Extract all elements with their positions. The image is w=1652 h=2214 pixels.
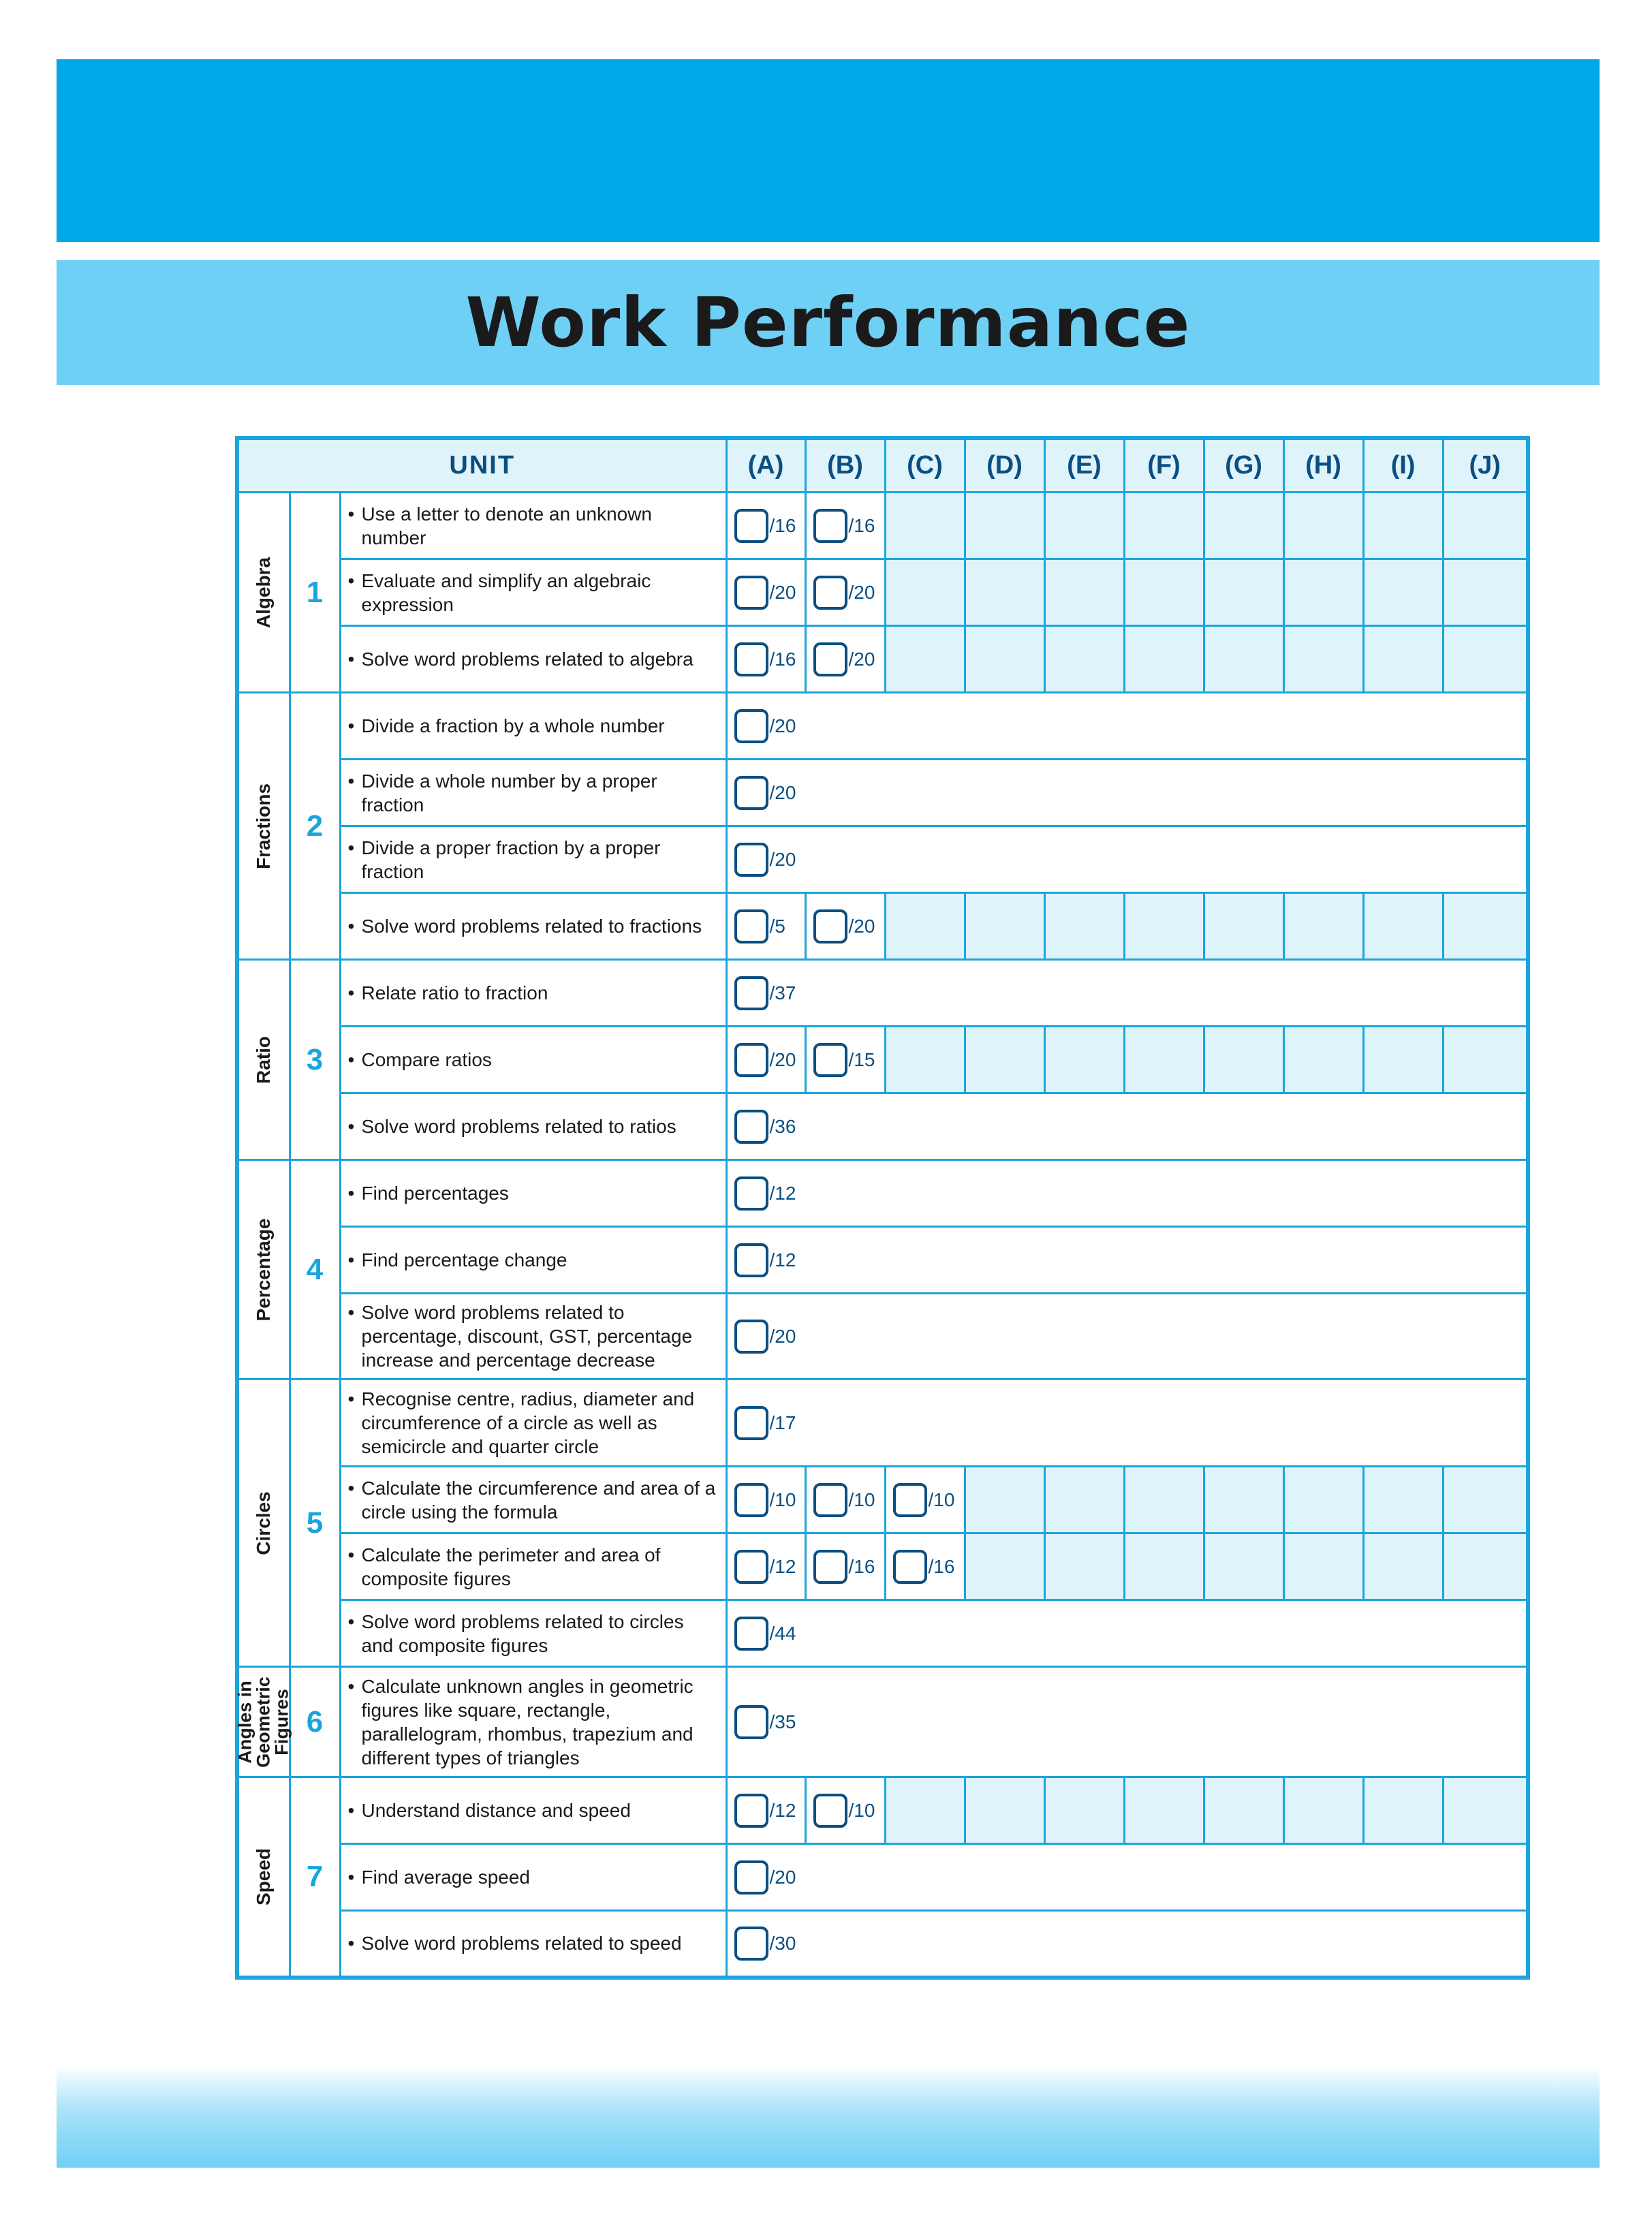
score-max: /20 (769, 581, 796, 603)
empty-score-cell[interactable] (965, 893, 1044, 960)
score-cell (885, 1467, 965, 1533)
score-input-box[interactable] (734, 1860, 768, 1895)
score-input-box[interactable] (734, 1617, 768, 1651)
table-row (237, 1667, 1528, 1777)
bullet-icon: • (347, 1388, 355, 1409)
title-banner (57, 260, 1600, 385)
column-header-c: (C) (885, 438, 965, 493)
bullet-icon: • (347, 1116, 355, 1137)
empty-score-cell[interactable] (1283, 893, 1363, 960)
score-max: /16 (769, 514, 796, 536)
empty-score-cell[interactable] (1283, 1467, 1363, 1533)
bullet-icon: • (347, 715, 355, 736)
table-row (237, 826, 1528, 893)
objective-cell (340, 1294, 726, 1379)
empty-score-cell[interactable] (1124, 493, 1204, 559)
empty-score-cell[interactable] (1363, 1027, 1443, 1093)
score-input-box[interactable] (813, 642, 847, 676)
objective-text: Calculate the circumference and area of a circle using the formula (361, 1477, 716, 1523)
score-cell (805, 493, 885, 559)
bottom-banner (57, 2065, 1600, 2168)
empty-score-cell[interactable] (1363, 559, 1443, 626)
objective-cell (340, 1844, 726, 1911)
unit-number: 1 (290, 493, 340, 693)
bullet-icon: • (347, 1610, 355, 1632)
table-row (237, 1600, 1528, 1667)
bullet-icon: • (347, 503, 355, 525)
objective-text: Calculate the perimeter and area of composite figures (361, 1544, 661, 1589)
table-row (237, 960, 1528, 1027)
score-cell (805, 1027, 885, 1093)
score-input-box[interactable] (734, 1927, 768, 1961)
objective-cell (340, 1379, 726, 1467)
topic-label: Circles (253, 1491, 275, 1555)
empty-score-cell[interactable] (1204, 493, 1283, 559)
empty-score-cell[interactable] (1363, 1533, 1443, 1600)
column-header-f: (F) (1124, 438, 1204, 493)
table-row (237, 559, 1528, 626)
bullet-icon: • (347, 570, 355, 591)
bullet-icon: • (347, 1933, 355, 1954)
table-row (237, 493, 1528, 559)
empty-score-cell[interactable] (1204, 893, 1283, 960)
bullet-icon: • (347, 1800, 355, 1821)
objective-cell (340, 1093, 726, 1160)
empty-score-cell[interactable] (1443, 1027, 1528, 1093)
empty-score-cell[interactable] (1044, 1467, 1124, 1533)
empty-score-cell[interactable] (885, 1777, 965, 1844)
objective-cell (340, 693, 726, 760)
score-cell (726, 893, 805, 960)
score-max: /36 (769, 1115, 796, 1137)
objective-cell (340, 760, 726, 826)
empty-score-cell[interactable] (1363, 893, 1443, 960)
empty-score-cell[interactable] (1363, 1777, 1443, 1844)
bullet-icon: • (347, 982, 355, 1003)
empty-score-cell[interactable] (1044, 893, 1124, 960)
score-input-box[interactable] (734, 509, 768, 543)
score-input-box[interactable] (734, 576, 768, 610)
topic-cell (237, 493, 290, 693)
score-max: /20 (848, 915, 875, 937)
score-max: /20 (769, 715, 796, 736)
unit-number: 4 (290, 1160, 340, 1379)
topic-label: Angles in Geometric Figures (234, 1676, 292, 1768)
score-input-box[interactable] (734, 709, 768, 743)
objective-cell (340, 1667, 726, 1777)
score-input-box[interactable] (813, 1550, 847, 1584)
score-max: /10 (928, 1488, 955, 1510)
score-max: /12 (769, 1799, 796, 1821)
objective-text: Evaluate and simplify an algebraic expression (361, 570, 651, 615)
objective-cell (340, 1160, 726, 1227)
empty-score-cell[interactable] (1044, 1027, 1124, 1093)
topic-cell (237, 1160, 290, 1379)
objective-text: Divide a whole number by a proper fraction (361, 770, 657, 815)
score-cell (726, 1027, 805, 1093)
score-max: /10 (848, 1488, 875, 1510)
score-input-box[interactable] (813, 1043, 847, 1077)
unit-header: UNIT (237, 438, 726, 493)
topic-cell (237, 693, 290, 960)
empty-score-cell[interactable] (1443, 1533, 1528, 1600)
empty-score-cell[interactable] (1124, 559, 1204, 626)
empty-score-cell[interactable] (965, 493, 1044, 559)
objective-cell (340, 1533, 726, 1600)
score-input-box[interactable] (734, 1043, 768, 1077)
objective-text: Divide a proper fraction by a proper fraction (361, 837, 661, 882)
score-max: /16 (848, 1555, 875, 1577)
table-row (237, 1160, 1528, 1227)
table-row (237, 760, 1528, 826)
objective-cell (340, 493, 726, 559)
score-input-box[interactable] (813, 909, 847, 944)
column-header-g: (G) (1204, 438, 1283, 493)
table-row (237, 1844, 1528, 1911)
score-max: /20 (769, 848, 796, 870)
empty-score-cell[interactable] (1443, 1777, 1528, 1844)
score-cell (726, 960, 1528, 1027)
topic-label: Percentage (253, 1218, 275, 1321)
header-row (237, 438, 1528, 493)
empty-score-cell[interactable] (965, 1027, 1044, 1093)
score-max: /20 (848, 581, 875, 603)
empty-score-cell[interactable] (1283, 493, 1363, 559)
score-max: /30 (769, 1932, 796, 1954)
score-input-box[interactable] (893, 1550, 927, 1584)
score-input-box[interactable] (734, 1110, 768, 1144)
score-cell (726, 1093, 1528, 1160)
table-row (237, 1467, 1528, 1533)
table-row (237, 1379, 1528, 1467)
score-cell (805, 1777, 885, 1844)
score-max: /12 (769, 1182, 796, 1204)
objective-text: Recognise centre, radius, diameter and circumference of a circle as well as semicircle and quarter circle (361, 1388, 695, 1457)
performance-table (235, 436, 1530, 1980)
empty-score-cell[interactable] (965, 1777, 1044, 1844)
bullet-icon: • (347, 916, 355, 937)
objective-text: Find percentage change (361, 1249, 567, 1270)
objective-cell (340, 826, 726, 893)
score-cell (726, 1294, 1528, 1379)
score-max: /12 (769, 1555, 796, 1577)
table-row (237, 893, 1528, 960)
empty-score-cell[interactable] (1124, 1467, 1204, 1533)
table-row (237, 1911, 1528, 1978)
empty-score-cell[interactable] (1363, 1467, 1443, 1533)
empty-score-cell[interactable] (1044, 559, 1124, 626)
empty-score-cell[interactable] (1204, 1027, 1283, 1093)
score-cell (726, 1467, 805, 1533)
column-header-e: (E) (1044, 438, 1124, 493)
empty-score-cell[interactable] (1283, 1533, 1363, 1600)
objective-cell (340, 1467, 726, 1533)
column-header-h: (H) (1283, 438, 1363, 493)
score-cell (726, 1777, 805, 1844)
table-row (237, 626, 1528, 693)
score-input-box[interactable] (734, 776, 768, 810)
score-input-box[interactable] (734, 1550, 768, 1584)
empty-score-cell[interactable] (1283, 1027, 1363, 1093)
score-input-box[interactable] (893, 1483, 927, 1517)
score-input-box[interactable] (813, 1483, 847, 1517)
score-input-box[interactable] (734, 1320, 768, 1354)
score-input-box[interactable] (734, 1176, 768, 1211)
bullet-icon: • (347, 1249, 355, 1270)
column-header-d: (D) (965, 438, 1044, 493)
table-row (237, 1533, 1528, 1600)
objective-cell (340, 960, 726, 1027)
objective-cell (340, 1911, 726, 1978)
empty-score-cell[interactable] (1443, 1467, 1528, 1533)
score-input-box[interactable] (734, 1483, 768, 1517)
column-header-b: (B) (805, 438, 885, 493)
bullet-icon: • (347, 1675, 355, 1697)
empty-score-cell[interactable] (885, 1027, 965, 1093)
unit-number: 7 (290, 1777, 340, 1978)
bullet-icon: • (347, 1477, 355, 1499)
topic-label: Speed (253, 1847, 275, 1905)
empty-score-cell[interactable] (1443, 559, 1528, 626)
score-cell (726, 1667, 1528, 1777)
empty-score-cell[interactable] (1044, 626, 1124, 693)
empty-score-cell[interactable] (1283, 1777, 1363, 1844)
objective-cell (340, 1600, 726, 1667)
topic-cell (237, 960, 290, 1160)
bullet-icon: • (347, 1049, 355, 1070)
empty-score-cell[interactable] (965, 559, 1044, 626)
objective-text: Find average speed (361, 1867, 531, 1888)
topic-label: Ratio (253, 1035, 275, 1084)
score-cell (805, 626, 885, 693)
table-row (237, 1093, 1528, 1160)
score-max: /20 (769, 1866, 796, 1888)
score-cell (726, 1911, 1528, 1978)
top-banner (57, 59, 1600, 242)
score-cell (805, 1467, 885, 1533)
score-max: /44 (769, 1622, 796, 1644)
unit-number: 3 (290, 960, 340, 1160)
objective-text: Relate ratio to fraction (361, 982, 548, 1003)
score-cell (726, 626, 805, 693)
score-cell (726, 1160, 1528, 1227)
score-max: /15 (848, 1048, 875, 1070)
empty-score-cell[interactable] (965, 626, 1044, 693)
topic-label: Algebra (253, 557, 275, 628)
score-input-box[interactable] (734, 642, 768, 676)
score-cell (726, 1227, 1528, 1294)
topic-cell (237, 1777, 290, 1978)
score-max: /10 (848, 1799, 875, 1821)
score-cell (726, 1379, 1528, 1467)
score-max: /17 (769, 1412, 796, 1433)
score-input-box[interactable] (734, 1705, 768, 1739)
page-title: Work Performance (465, 283, 1191, 362)
objective-cell (340, 559, 726, 626)
empty-score-cell[interactable] (965, 1533, 1044, 1600)
empty-score-cell[interactable] (1283, 559, 1363, 626)
score-input-box[interactable] (734, 1406, 768, 1440)
score-cell (726, 693, 1528, 760)
objective-text: Use a letter to denote an unknown number (361, 503, 653, 548)
score-input-box[interactable] (734, 1794, 768, 1828)
score-input-box[interactable] (734, 1243, 768, 1277)
empty-score-cell[interactable] (1363, 493, 1443, 559)
column-header-a: (A) (726, 438, 805, 493)
column-header-j: (J) (1443, 438, 1528, 493)
objective-text: Understand distance and speed (361, 1800, 631, 1821)
objective-cell (340, 1227, 726, 1294)
objective-text: Solve word problems related to circles and composite figures (361, 1610, 684, 1656)
score-input-box[interactable] (813, 1794, 847, 1828)
empty-score-cell[interactable] (1124, 1777, 1204, 1844)
empty-score-cell[interactable] (1204, 1777, 1283, 1844)
topic-cell (237, 1379, 290, 1667)
bullet-icon: • (347, 1544, 355, 1565)
objective-text: Solve word problems related to ratios (361, 1116, 676, 1137)
empty-score-cell[interactable] (885, 893, 965, 960)
empty-score-cell[interactable] (1443, 493, 1528, 559)
empty-score-cell[interactable] (1204, 626, 1283, 693)
table-row (237, 1227, 1528, 1294)
empty-score-cell[interactable] (1283, 626, 1363, 693)
objective-text: Divide a fraction by a whole number (361, 715, 665, 736)
table-row (237, 1027, 1528, 1093)
empty-score-cell[interactable] (1124, 1027, 1204, 1093)
score-cell (726, 760, 1528, 826)
table-row (237, 1777, 1528, 1844)
score-max: /5 (769, 915, 785, 937)
score-input-box[interactable] (813, 509, 847, 543)
empty-score-cell[interactable] (1363, 626, 1443, 693)
objective-text: Solve word problems related to fractions (361, 916, 702, 937)
empty-score-cell[interactable] (885, 559, 965, 626)
score-input-box[interactable] (734, 909, 768, 944)
score-cell (805, 1533, 885, 1600)
empty-score-cell[interactable] (1124, 1533, 1204, 1600)
score-input-box[interactable] (813, 576, 847, 610)
bullet-icon: • (347, 1867, 355, 1888)
score-cell (726, 1533, 805, 1600)
bullet-icon: • (347, 1302, 355, 1323)
column-header-i: (I) (1363, 438, 1443, 493)
empty-score-cell[interactable] (1044, 1777, 1124, 1844)
score-max: /20 (769, 1325, 796, 1347)
score-max: /16 (928, 1555, 955, 1577)
objective-cell (340, 1777, 726, 1844)
objective-text: Calculate unknown angles in geometric figures like square, rectangle, parallelogram, rhombus, trapezium and different types of triangles (361, 1675, 693, 1768)
score-max: /20 (848, 648, 875, 670)
bullet-icon: • (347, 770, 355, 792)
empty-score-cell[interactable] (1443, 893, 1528, 960)
objective-text: Solve word problems related to speed (361, 1933, 682, 1954)
score-input-box[interactable] (734, 976, 768, 1010)
table-row (237, 1294, 1528, 1379)
empty-score-cell[interactable] (1204, 559, 1283, 626)
empty-score-cell[interactable] (1044, 493, 1124, 559)
score-cell (805, 893, 885, 960)
score-cell (805, 559, 885, 626)
score-max: /20 (769, 1048, 796, 1070)
empty-score-cell[interactable] (1204, 1467, 1283, 1533)
objective-text: Find percentages (361, 1183, 509, 1204)
empty-score-cell[interactable] (1204, 1533, 1283, 1600)
objective-text: Solve word problems related to algebra (361, 649, 693, 670)
empty-score-cell[interactable] (1124, 893, 1204, 960)
empty-score-cell[interactable] (885, 493, 965, 559)
score-max: /37 (769, 982, 796, 1003)
topic-cell (234, 1667, 292, 1777)
bullet-icon: • (347, 1183, 355, 1204)
score-max: /10 (769, 1488, 796, 1510)
score-max: /35 (769, 1711, 796, 1732)
objective-cell (340, 893, 726, 960)
score-max: /16 (769, 648, 796, 670)
empty-score-cell[interactable] (885, 626, 965, 693)
score-cell (726, 1600, 1528, 1667)
objective-cell (340, 626, 726, 693)
score-max: /12 (769, 1249, 796, 1270)
score-cell (726, 826, 1528, 893)
objective-text: Compare ratios (361, 1049, 492, 1070)
score-cell (726, 493, 805, 559)
score-max: /16 (848, 514, 875, 536)
unit-number: 2 (290, 693, 340, 960)
score-cell (885, 1533, 965, 1600)
unit-number: 6 (290, 1667, 340, 1777)
objective-text: Solve word problems related to percentage, discount, GST, percentage increase and percentage decrease (361, 1302, 693, 1371)
score-input-box[interactable] (734, 843, 768, 877)
score-cell (726, 559, 805, 626)
score-cell (726, 1844, 1528, 1911)
bullet-icon: • (347, 649, 355, 670)
score-max: /20 (769, 781, 796, 803)
topic-label: Fractions (253, 783, 275, 869)
table-row (237, 693, 1528, 760)
empty-score-cell[interactable] (965, 1467, 1044, 1533)
empty-score-cell[interactable] (1044, 1533, 1124, 1600)
empty-score-cell[interactable] (1443, 626, 1528, 693)
empty-score-cell[interactable] (1124, 626, 1204, 693)
objective-cell (340, 1027, 726, 1093)
bullet-icon: • (347, 837, 355, 858)
unit-number: 5 (290, 1379, 340, 1667)
